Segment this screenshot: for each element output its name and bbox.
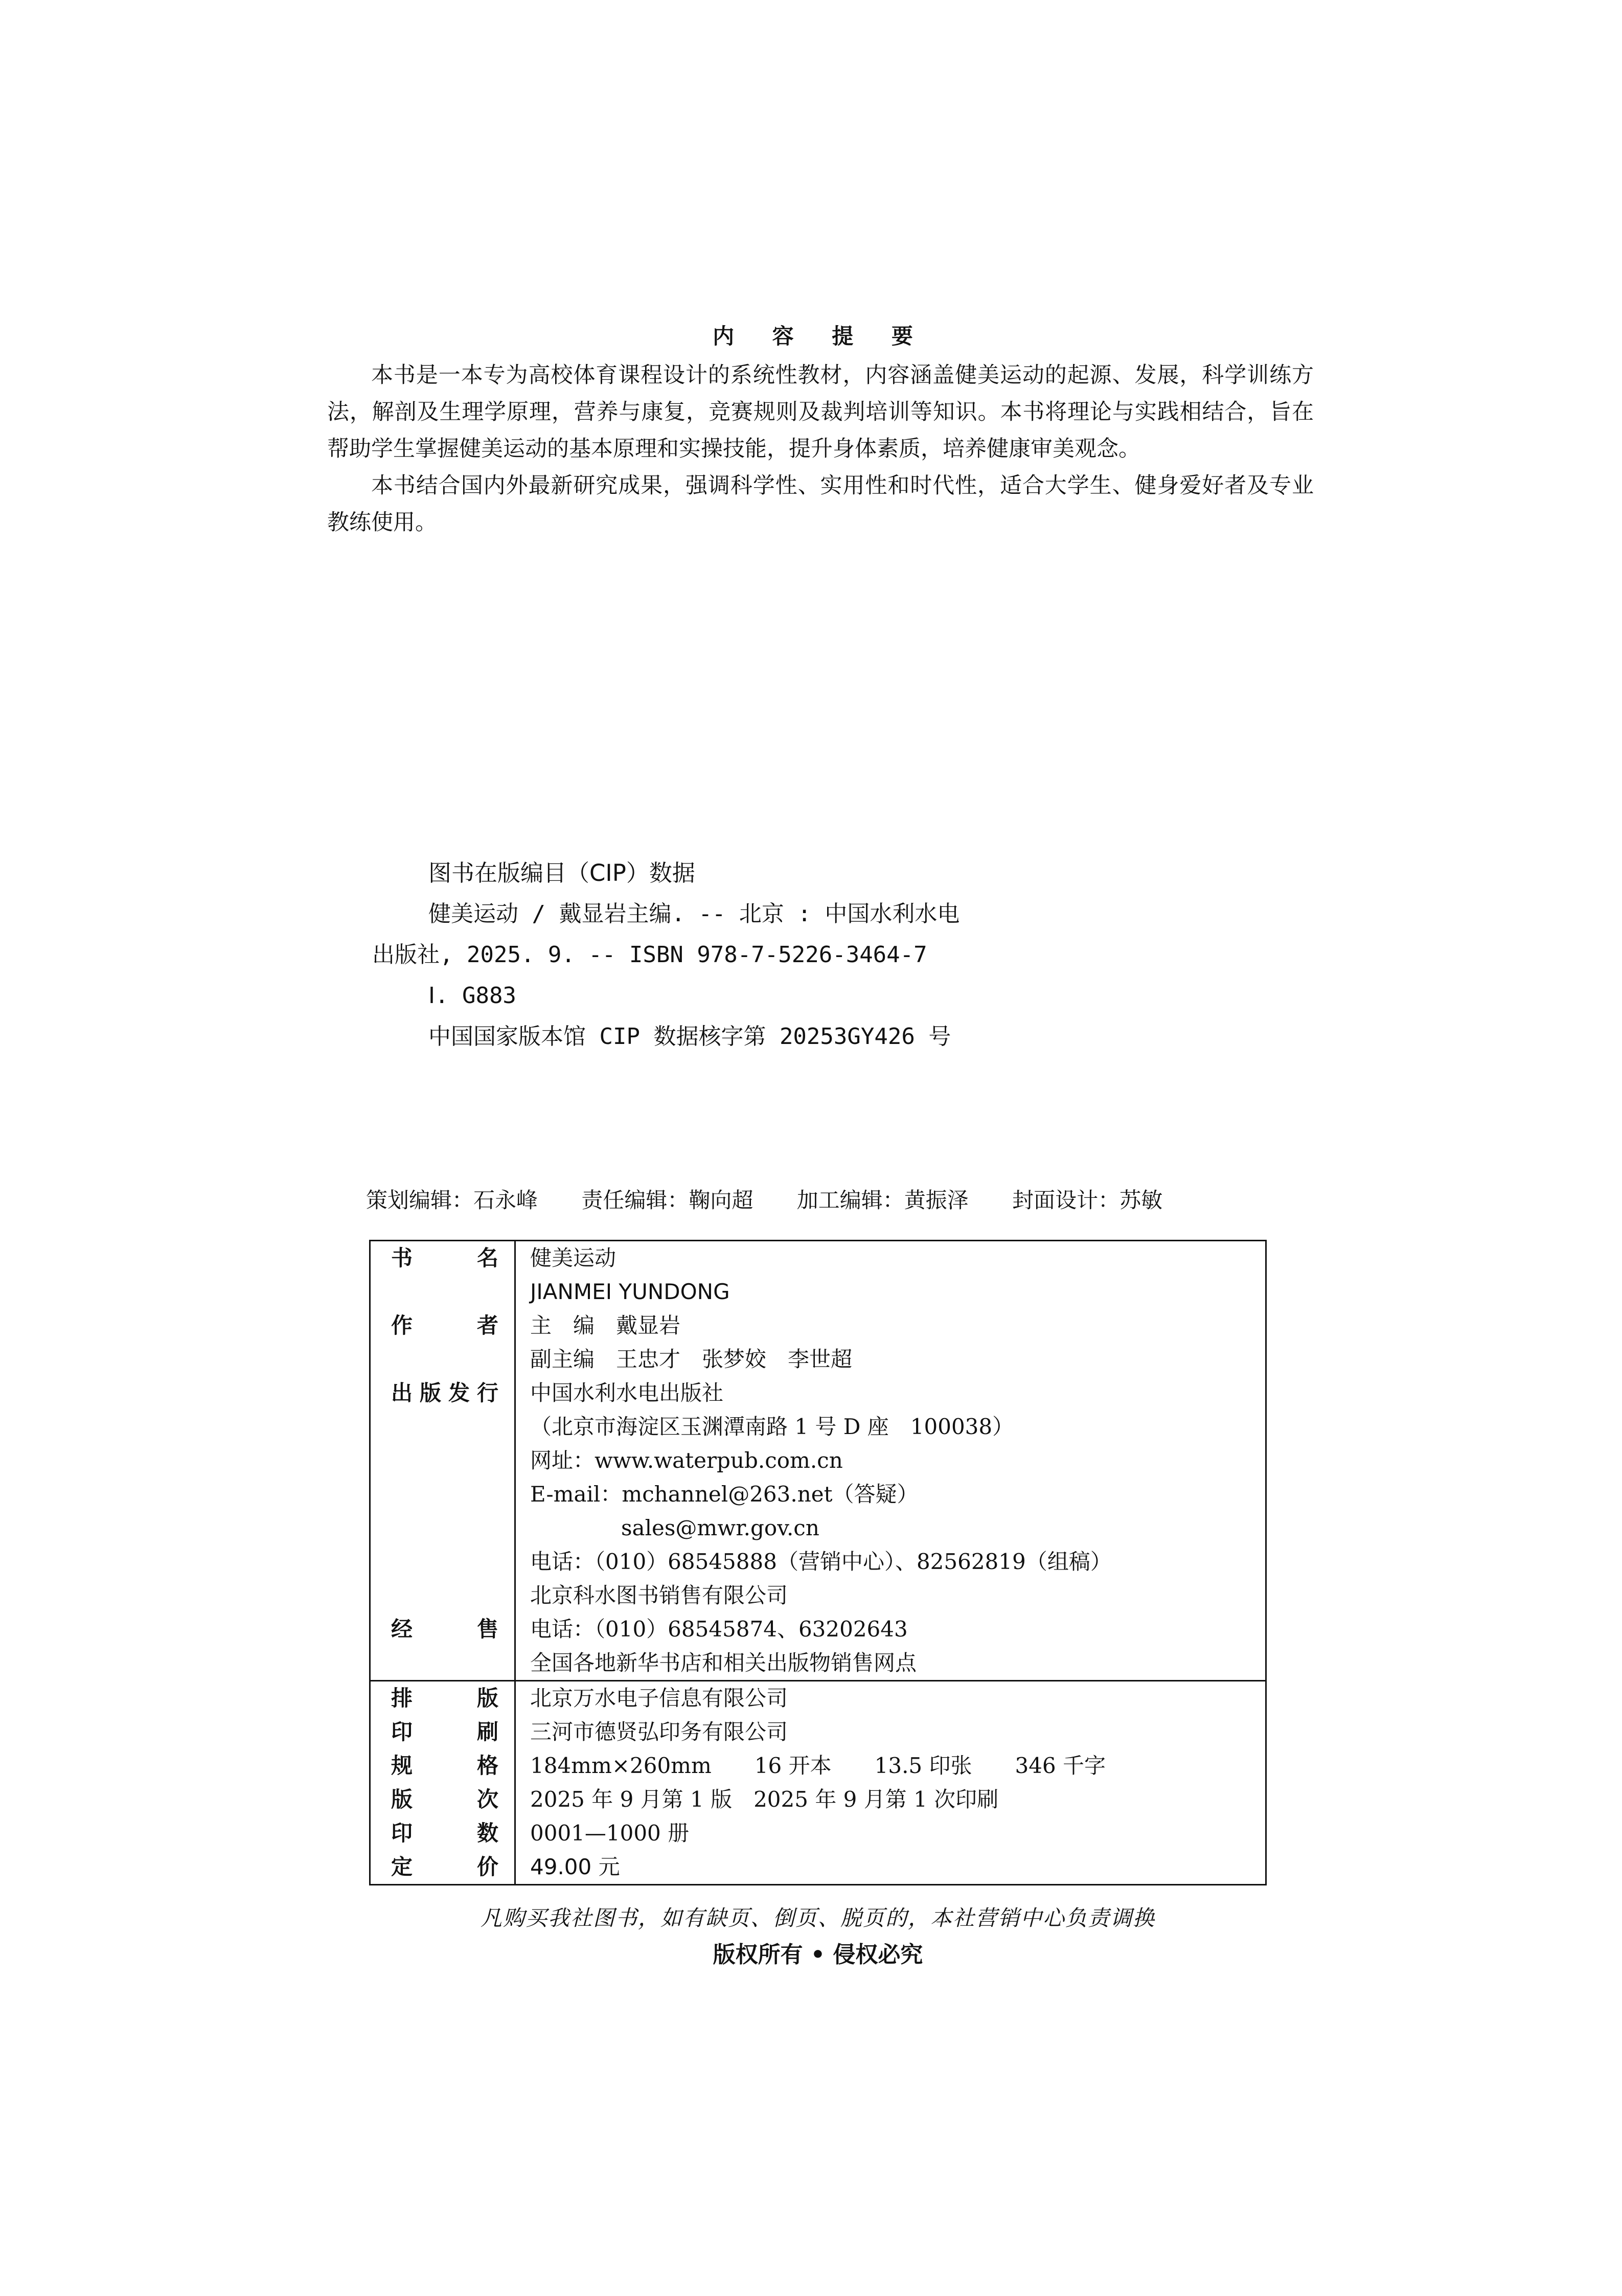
cip-line-1: 健美运动 / 戴显岩主编. -- 北京 : 中国水利水电 xyxy=(428,901,960,927)
cover-designer: 封面设计：苏敏 xyxy=(1012,1188,1163,1213)
label-distributor: 经售 xyxy=(391,1617,498,1642)
copyright-notice: 版权所有 • 侵权必究 xyxy=(713,1942,923,1968)
label-author: 作者 xyxy=(391,1313,498,1338)
typesetter: 北京万水电子信息有限公司 xyxy=(530,1686,788,1711)
chief-editor: 主 编 戴显岩 xyxy=(530,1313,681,1338)
label-specs: 规格 xyxy=(391,1753,498,1778)
publisher-name: 中国水利水电出版社 xyxy=(530,1380,724,1405)
publication-section xyxy=(371,1241,1265,1680)
cip-line-4: 中国国家版本馆 CIP 数据核字第 20253GY426 号 xyxy=(428,1024,951,1050)
value-column xyxy=(516,1241,1265,1680)
label-column xyxy=(371,1241,516,1680)
cip-line-3: Ⅰ. G883 xyxy=(428,983,516,1009)
deputy-editors: 副主编 王忠才 张梦姣 李世超 xyxy=(530,1347,853,1372)
summary-paragraph-2: 本书结合国内外最新研究成果，强调科学性、实用性和时代性，适合大学生、健身爱好者及专业教练使用。 xyxy=(327,473,1314,535)
book-price: 49.00 元 xyxy=(530,1854,620,1879)
cip-line-2: 出版社, 2025. 9. -- ISBN 978-7-5226-3464-7 xyxy=(372,942,927,968)
production-section xyxy=(371,1680,1265,1884)
book-title-cn: 健美运动 xyxy=(530,1245,616,1270)
publisher-email-2: sales@mwr.gov.cn xyxy=(621,1515,819,1540)
printer: 三河市德贤弘印务有限公司 xyxy=(530,1719,788,1744)
cip-title: 图书在版编目（CIP）数据 xyxy=(428,859,695,886)
publisher-website: 网址：www.waterpub.com.cn xyxy=(530,1448,843,1473)
value-column xyxy=(516,1681,1265,1884)
label-column xyxy=(371,1681,516,1884)
cip-data-block xyxy=(372,853,1139,1057)
distributor-phone: 电话：（010）68545874、63202643 xyxy=(530,1617,908,1642)
replacement-notice: 凡购买我社图书，如有缺页、倒页、脱页的，本社营销中心负责调换 xyxy=(480,1905,1155,1930)
summary-paragraph-1: 本书是一本专为高校体育课程设计的系统性教材，内容涵盖健美运动的起源、发展，科学训练方法，解剖及生理学原理，营养与康复，竞赛规则及裁判培训等知识。本书将理论与实践相结合，旨在帮助学生掌握健美运动的基本原理和实操技能，提升身体素质，培养健康审美观念。 xyxy=(327,362,1314,462)
print-run: 0001—1000 册 xyxy=(530,1821,690,1846)
summary-title: 内 容 提 要 xyxy=(713,324,928,349)
distributor-name: 北京科水图书销售有限公司 xyxy=(530,1583,788,1608)
label-print-run: 印数 xyxy=(391,1821,498,1846)
label-printing: 印刷 xyxy=(391,1719,498,1744)
processing-editor: 加工编辑：黄振泽 xyxy=(796,1188,969,1213)
label-price: 定价 xyxy=(391,1854,498,1879)
publisher-phone: 电话：（010）68545888（营销中心）、82562819（组稿） xyxy=(530,1549,1112,1574)
responsible-editor: 责任编辑：鞠向超 xyxy=(581,1188,753,1213)
label-publisher: 出版发行 xyxy=(391,1380,498,1405)
editors-row xyxy=(366,1185,1286,1216)
publication-info-table xyxy=(369,1240,1267,1885)
book-title-pinyin: JIANMEI YUNDONG xyxy=(530,1279,730,1304)
sales-outlets: 全国各地新华书店和相关出版物销售网点 xyxy=(530,1650,917,1675)
label-book-name: 书名 xyxy=(391,1245,498,1270)
planning-editor: 策划编辑：石永峰 xyxy=(366,1188,538,1213)
label-typesetting: 排版 xyxy=(391,1686,498,1711)
book-specs: 184mm×260mm 16 开本 13.5 印张 346 千字 xyxy=(530,1753,1106,1778)
publisher-address: （北京市海淀区玉渊潭南路 1 号 D 座 100038） xyxy=(530,1414,1014,1439)
label-edition: 版次 xyxy=(391,1787,498,1812)
edition-info: 2025 年 9 月第 1 版 2025 年 9 月第 1 次印刷 xyxy=(530,1787,999,1812)
content-summary xyxy=(327,321,1314,541)
publisher-email-1: E-mail：mchannel@263.net（答疑） xyxy=(530,1482,919,1507)
